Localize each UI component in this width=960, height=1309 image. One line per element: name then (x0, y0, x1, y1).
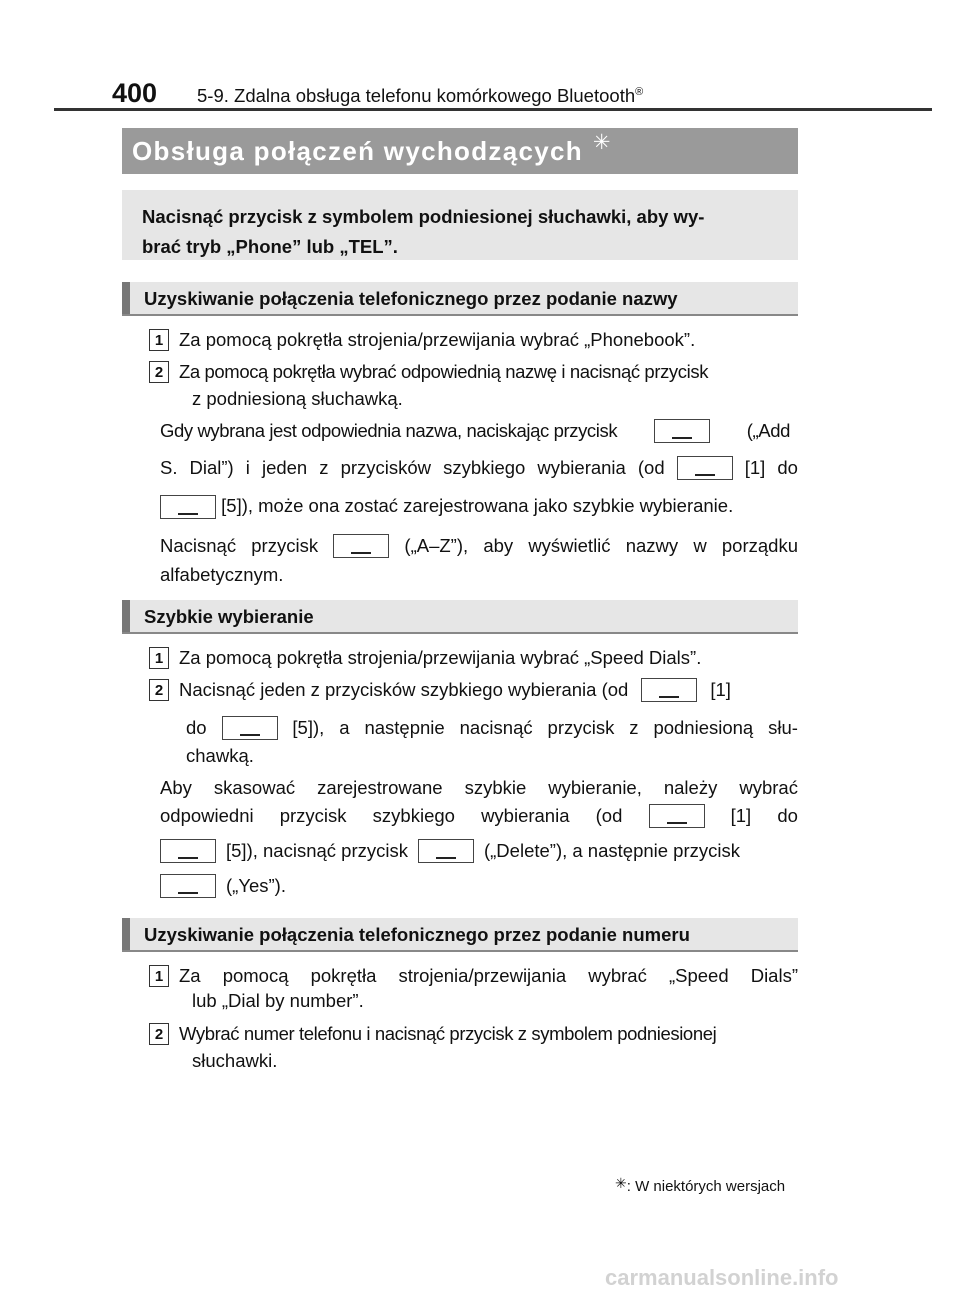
sec3-step2-line1: Wybrać numer telefonu i nacisnąć przycisk z symbolem podniesionej (179, 1023, 717, 1044)
text-fragment: do (186, 717, 207, 738)
text-fragment: („Add (746, 420, 790, 441)
text-fragment: jeden (261, 457, 308, 478)
header-rule (54, 108, 932, 111)
key-button-blank (160, 874, 216, 898)
sec2-step2-line3: chawką. (186, 745, 254, 766)
text-fragment: i (245, 457, 250, 478)
text-fragment: strojenia/przewijania (398, 965, 567, 986)
text-fragment: (od (637, 457, 665, 478)
text-fragment: przycisk (547, 717, 615, 738)
text-fragment: aby (483, 535, 514, 556)
sec2-note-line1 (160, 776, 798, 800)
text-fragment: wybrać (588, 965, 647, 986)
key-button-blank (222, 716, 278, 740)
text-fragment: porządku (721, 535, 798, 556)
intro-line-2: brać tryb „Phone” lub „TEL”. (142, 236, 398, 257)
sec1-step2-line1: Za pomocą pokrętła wybrać odpowiednią nazwę i nacisnąć przycisk (179, 361, 709, 382)
text-fragment: Gdy wybrana jest odpowiednia nazwa, naciskając przycisk (160, 420, 618, 441)
key-button-blank (160, 839, 216, 863)
running-title (197, 85, 643, 107)
sec1-note2-line2: alfabetycznym. (160, 564, 284, 585)
text-fragment: słu- (768, 717, 798, 738)
text-fragment: wybierania (537, 457, 626, 478)
text-fragment: (od (595, 805, 623, 826)
text-fragment: [5]), nacisnąć przycisk (226, 840, 408, 861)
step-badge-1: 1 (149, 329, 169, 351)
sec1-note1-line1 (160, 419, 790, 443)
text-fragment: do (777, 457, 798, 478)
text-fragment: [1] (730, 805, 752, 826)
sec1-step2-line2: z podniesioną słuchawką. (192, 388, 403, 409)
key-button-blank (677, 456, 733, 480)
text-fragment: „Speed (668, 965, 729, 986)
sec1-note2-line1 (160, 534, 798, 558)
text-fragment: pokrętła (310, 965, 377, 986)
page-header (0, 0, 960, 112)
step-badge-2: 2 (149, 1023, 169, 1045)
sec1-step1-text: Za pomocą pokrętła strojenia/przewijania wybrać „Phonebook”. (179, 329, 696, 350)
text-fragment: Aby (160, 777, 192, 798)
text-fragment: zarejestrowane (317, 777, 443, 798)
step-badge-2: 2 (149, 679, 169, 701)
text-fragment: szybkie (464, 777, 527, 798)
sec2-note-line2 (160, 804, 798, 828)
text-fragment: („A–Z”), (404, 535, 469, 556)
sec1-note1-line3 (160, 494, 733, 519)
text-fragment: wybrać (739, 777, 798, 798)
text-fragment: szybkiego (443, 457, 526, 478)
sec2-note-line3 (160, 839, 740, 863)
text-fragment: przycisk (279, 805, 347, 826)
section-heading-number: Uzyskiwanie połączenia telefonicznego przez podanie numeru (122, 918, 798, 952)
text-fragment: należy (663, 777, 718, 798)
text-fragment: [1] (744, 457, 766, 478)
sec3-step1-line2: lub „Dial by number”. (192, 990, 364, 1011)
sec2-step2-line2 (186, 716, 798, 740)
footnote (615, 1175, 786, 1195)
sec2-step1-text: Za pomocą pokrętła strojenia/przewijania wybrać „Speed Dials”. (179, 647, 702, 668)
text-fragment: [1] (710, 679, 731, 700)
text-fragment: pomocą (222, 965, 289, 986)
intro-line-1: Nacisnąć przycisk z symbolem podniesionej słuchawki, aby wy- (142, 206, 705, 227)
text-fragment: z (319, 457, 329, 478)
section-heading-name: Uzyskiwanie połączenia telefonicznego przez podanie nazwy (122, 282, 798, 316)
text-fragment: Dials” (750, 965, 798, 986)
text-fragment: Nacisnąć (160, 535, 237, 556)
sec3-step1-line1 (179, 964, 798, 988)
text-fragment: wybierania (481, 805, 570, 826)
text-fragment: Za (179, 965, 201, 986)
key-button-blank (333, 534, 389, 558)
text-fragment: („Yes”). (226, 875, 286, 896)
key-button-blank (641, 678, 697, 702)
text-fragment: nacisnąć (459, 717, 533, 738)
text-fragment: do (777, 805, 798, 826)
text-fragment: Dial”) (189, 457, 234, 478)
page-number: 400 (112, 78, 158, 108)
intro-box (122, 190, 798, 260)
step-badge-1: 1 (149, 965, 169, 987)
watermark: carmanualsonline.info (605, 1265, 839, 1290)
section-title-bar (122, 128, 798, 174)
sec3-step2-line2: słuchawki. (192, 1050, 278, 1071)
running-title-text: 5-9. Zdalna obsługa telefonu komórkowego Bluetooth (197, 85, 636, 106)
text-fragment: („Delete”), a następnie przycisk (483, 840, 740, 861)
section-heading-speed-dial: Szybkie wybieranie (122, 600, 798, 634)
text-fragment: wybieranie, (548, 777, 642, 798)
text-fragment: przycisk (251, 535, 319, 556)
sec2-step2-line1 (179, 678, 799, 702)
text-fragment: [5]), może ona zostać zarejestrowana jako szybkie wybieranie. (221, 495, 734, 516)
text-fragment: odpowiedni (160, 805, 254, 826)
text-fragment: S. (160, 457, 178, 478)
text-fragment: Nacisnąć jeden z przycisków szybkiego wybierania (od (179, 679, 629, 700)
text-fragment: szybkiego (372, 805, 455, 826)
text-fragment: [5]), (292, 717, 325, 738)
text-fragment: z (629, 717, 639, 738)
text-fragment: następnie (364, 717, 445, 738)
registered-mark: ® (635, 85, 644, 98)
text-fragment: w (693, 535, 707, 556)
asterisk-icon: ✳ (615, 1175, 627, 1191)
key-button-blank (654, 419, 710, 443)
text-fragment: nazwy (625, 535, 679, 556)
text-fragment: podniesioną (653, 717, 754, 738)
step-badge-1: 1 (149, 647, 169, 669)
sec2-note-line4 (160, 874, 286, 898)
sec1-note1-line2 (160, 456, 798, 480)
text-fragment: skasować (213, 777, 296, 798)
text-fragment: wyświetlić (528, 535, 611, 556)
text-fragment: przycisków (340, 457, 432, 478)
key-button-blank (418, 839, 474, 863)
page-title: Obsługa połączeń wychodzących (132, 135, 583, 166)
key-button-blank (649, 804, 705, 828)
footnote-text: : W niektórych wersjach (626, 1178, 786, 1195)
step-badge-2: 2 (149, 361, 169, 383)
text-fragment: a (339, 717, 350, 738)
asterisk-icon: ✳ (592, 130, 611, 154)
key-button-blank (160, 495, 216, 519)
